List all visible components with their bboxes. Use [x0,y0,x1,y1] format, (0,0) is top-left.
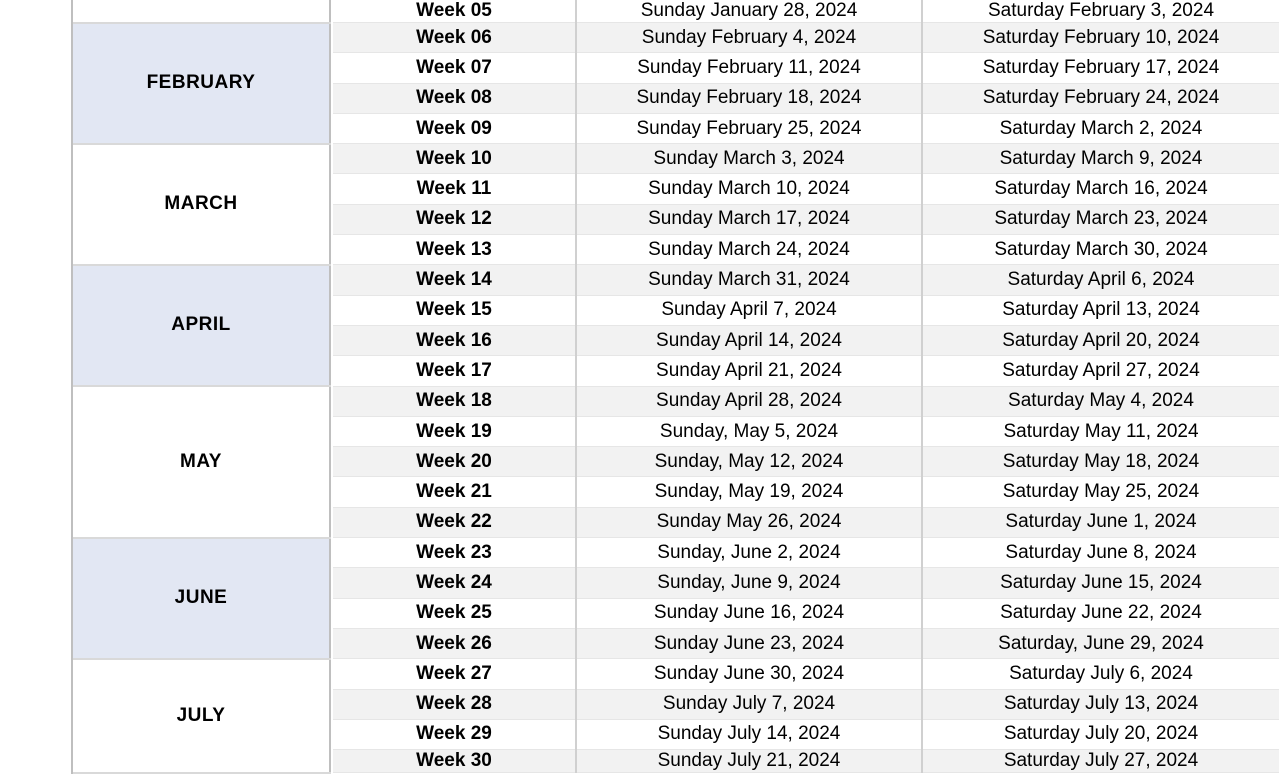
month-cell-june: JUNE [72,538,330,659]
week-label: Week 30 [333,750,576,773]
week-label: Week 14 [333,265,576,295]
row-left-margin [0,144,72,265]
month-cell-july: JULY [72,659,330,773]
week-end-date: Saturday July 6, 2024 [922,659,1279,689]
week-label: Week 10 [333,144,576,174]
week-start-date: Sunday February 18, 2024 [576,83,922,113]
week-start-date: Sunday June 30, 2024 [576,659,922,689]
week-label: Week 27 [333,659,576,689]
month-cell-march: MARCH [72,144,330,265]
week-label: Week 21 [333,477,576,507]
week-label: Week 18 [333,386,576,416]
week-start-date: Sunday April 21, 2024 [576,356,922,386]
table-row [0,659,1279,689]
week-end-date: Saturday April 13, 2024 [922,295,1279,325]
week-start-date: Sunday, May 5, 2024 [576,416,922,446]
week-label: Week 26 [333,628,576,658]
week-end-date: Saturday February 3, 2024 [922,0,1279,23]
week-end-date: Saturday June 8, 2024 [922,538,1279,568]
row-left-margin [0,0,72,23]
week-label: Week 24 [333,568,576,598]
week-start-date: Sunday, June 9, 2024 [576,568,922,598]
week-label: Week 20 [333,447,576,477]
week-end-date: Saturday June 15, 2024 [922,568,1279,598]
week-start-date: Sunday June 23, 2024 [576,628,922,658]
month-cell-spacer [72,0,330,23]
week-end-date: Saturday February 17, 2024 [922,53,1279,83]
week-end-date: Saturday April 27, 2024 [922,356,1279,386]
row-left-margin [0,538,72,659]
week-start-date: Sunday, June 2, 2024 [576,538,922,568]
week-end-date: Saturday July 13, 2024 [922,689,1279,719]
week-label: Week 22 [333,507,576,537]
week-end-date: Saturday July 27, 2024 [922,750,1279,773]
week-start-date: Sunday July 7, 2024 [576,689,922,719]
week-end-date: Saturday July 20, 2024 [922,719,1279,749]
week-label: Week 19 [333,416,576,446]
week-start-date: Sunday March 17, 2024 [576,204,922,234]
week-start-date: Sunday May 26, 2024 [576,507,922,537]
week-start-date: Sunday April 28, 2024 [576,386,922,416]
row-left-margin [0,265,72,386]
week-start-date: Sunday January 28, 2024 [576,0,922,23]
week-label: Week 25 [333,598,576,628]
week-label: Week 06 [333,23,576,53]
week-end-date: Saturday April 6, 2024 [922,265,1279,295]
row-left-margin [0,23,72,144]
week-end-date: Saturday February 24, 2024 [922,83,1279,113]
week-start-date: Sunday February 4, 2024 [576,23,922,53]
week-start-date: Sunday April 14, 2024 [576,325,922,355]
month-cell-february: FEBRUARY [72,23,330,144]
row-left-margin [0,386,72,537]
week-start-date: Sunday March 10, 2024 [576,174,922,204]
week-start-date: Sunday, May 19, 2024 [576,477,922,507]
week-label: Week 16 [333,325,576,355]
row-left-margin [0,659,72,773]
table-row [0,386,1279,416]
week-end-date: Saturday March 2, 2024 [922,113,1279,143]
week-label: Week 29 [333,719,576,749]
week-label: Week 13 [333,235,576,265]
week-start-date: Sunday March 3, 2024 [576,144,922,174]
week-label: Week 12 [333,204,576,234]
week-label: Week 11 [333,174,576,204]
table-row [0,265,1279,295]
week-label: Week 05 [333,0,576,23]
week-start-date: Sunday June 16, 2024 [576,598,922,628]
week-start-date: Sunday March 24, 2024 [576,235,922,265]
week-start-date: Sunday February 11, 2024 [576,53,922,83]
week-start-date: Sunday, May 12, 2024 [576,447,922,477]
week-end-date: Saturday March 9, 2024 [922,144,1279,174]
week-start-date: Sunday July 14, 2024 [576,719,922,749]
week-start-date: Sunday April 7, 2024 [576,295,922,325]
week-start-date: Sunday July 21, 2024 [576,750,922,773]
week-label: Week 23 [333,538,576,568]
week-end-date: Saturday February 10, 2024 [922,23,1279,53]
week-start-date: Sunday February 25, 2024 [576,113,922,143]
week-end-date: Saturday March 16, 2024 [922,174,1279,204]
week-end-date: Saturday March 23, 2024 [922,204,1279,234]
table-row [0,144,1279,174]
table-row [0,23,1279,53]
month-cell-april: APRIL [72,265,330,386]
week-label: Week 09 [333,113,576,143]
table-row [0,538,1279,568]
week-end-date: Saturday June 22, 2024 [922,598,1279,628]
week-end-date: Saturday May 11, 2024 [922,416,1279,446]
week-end-date: Saturday May 4, 2024 [922,386,1279,416]
week-end-date: Saturday May 18, 2024 [922,447,1279,477]
table-row [0,0,1279,23]
week-label: Week 15 [333,295,576,325]
week-end-date: Saturday March 30, 2024 [922,235,1279,265]
week-start-date: Sunday March 31, 2024 [576,265,922,295]
week-end-date: Saturday June 1, 2024 [922,507,1279,537]
week-end-date: Saturday April 20, 2024 [922,325,1279,355]
week-label: Week 17 [333,356,576,386]
week-end-date: Saturday May 25, 2024 [922,477,1279,507]
week-end-date: Saturday, June 29, 2024 [922,628,1279,658]
month-cell-may: MAY [72,386,330,537]
week-label: Week 28 [333,689,576,719]
week-label: Week 07 [333,53,576,83]
week-label: Week 08 [333,83,576,113]
